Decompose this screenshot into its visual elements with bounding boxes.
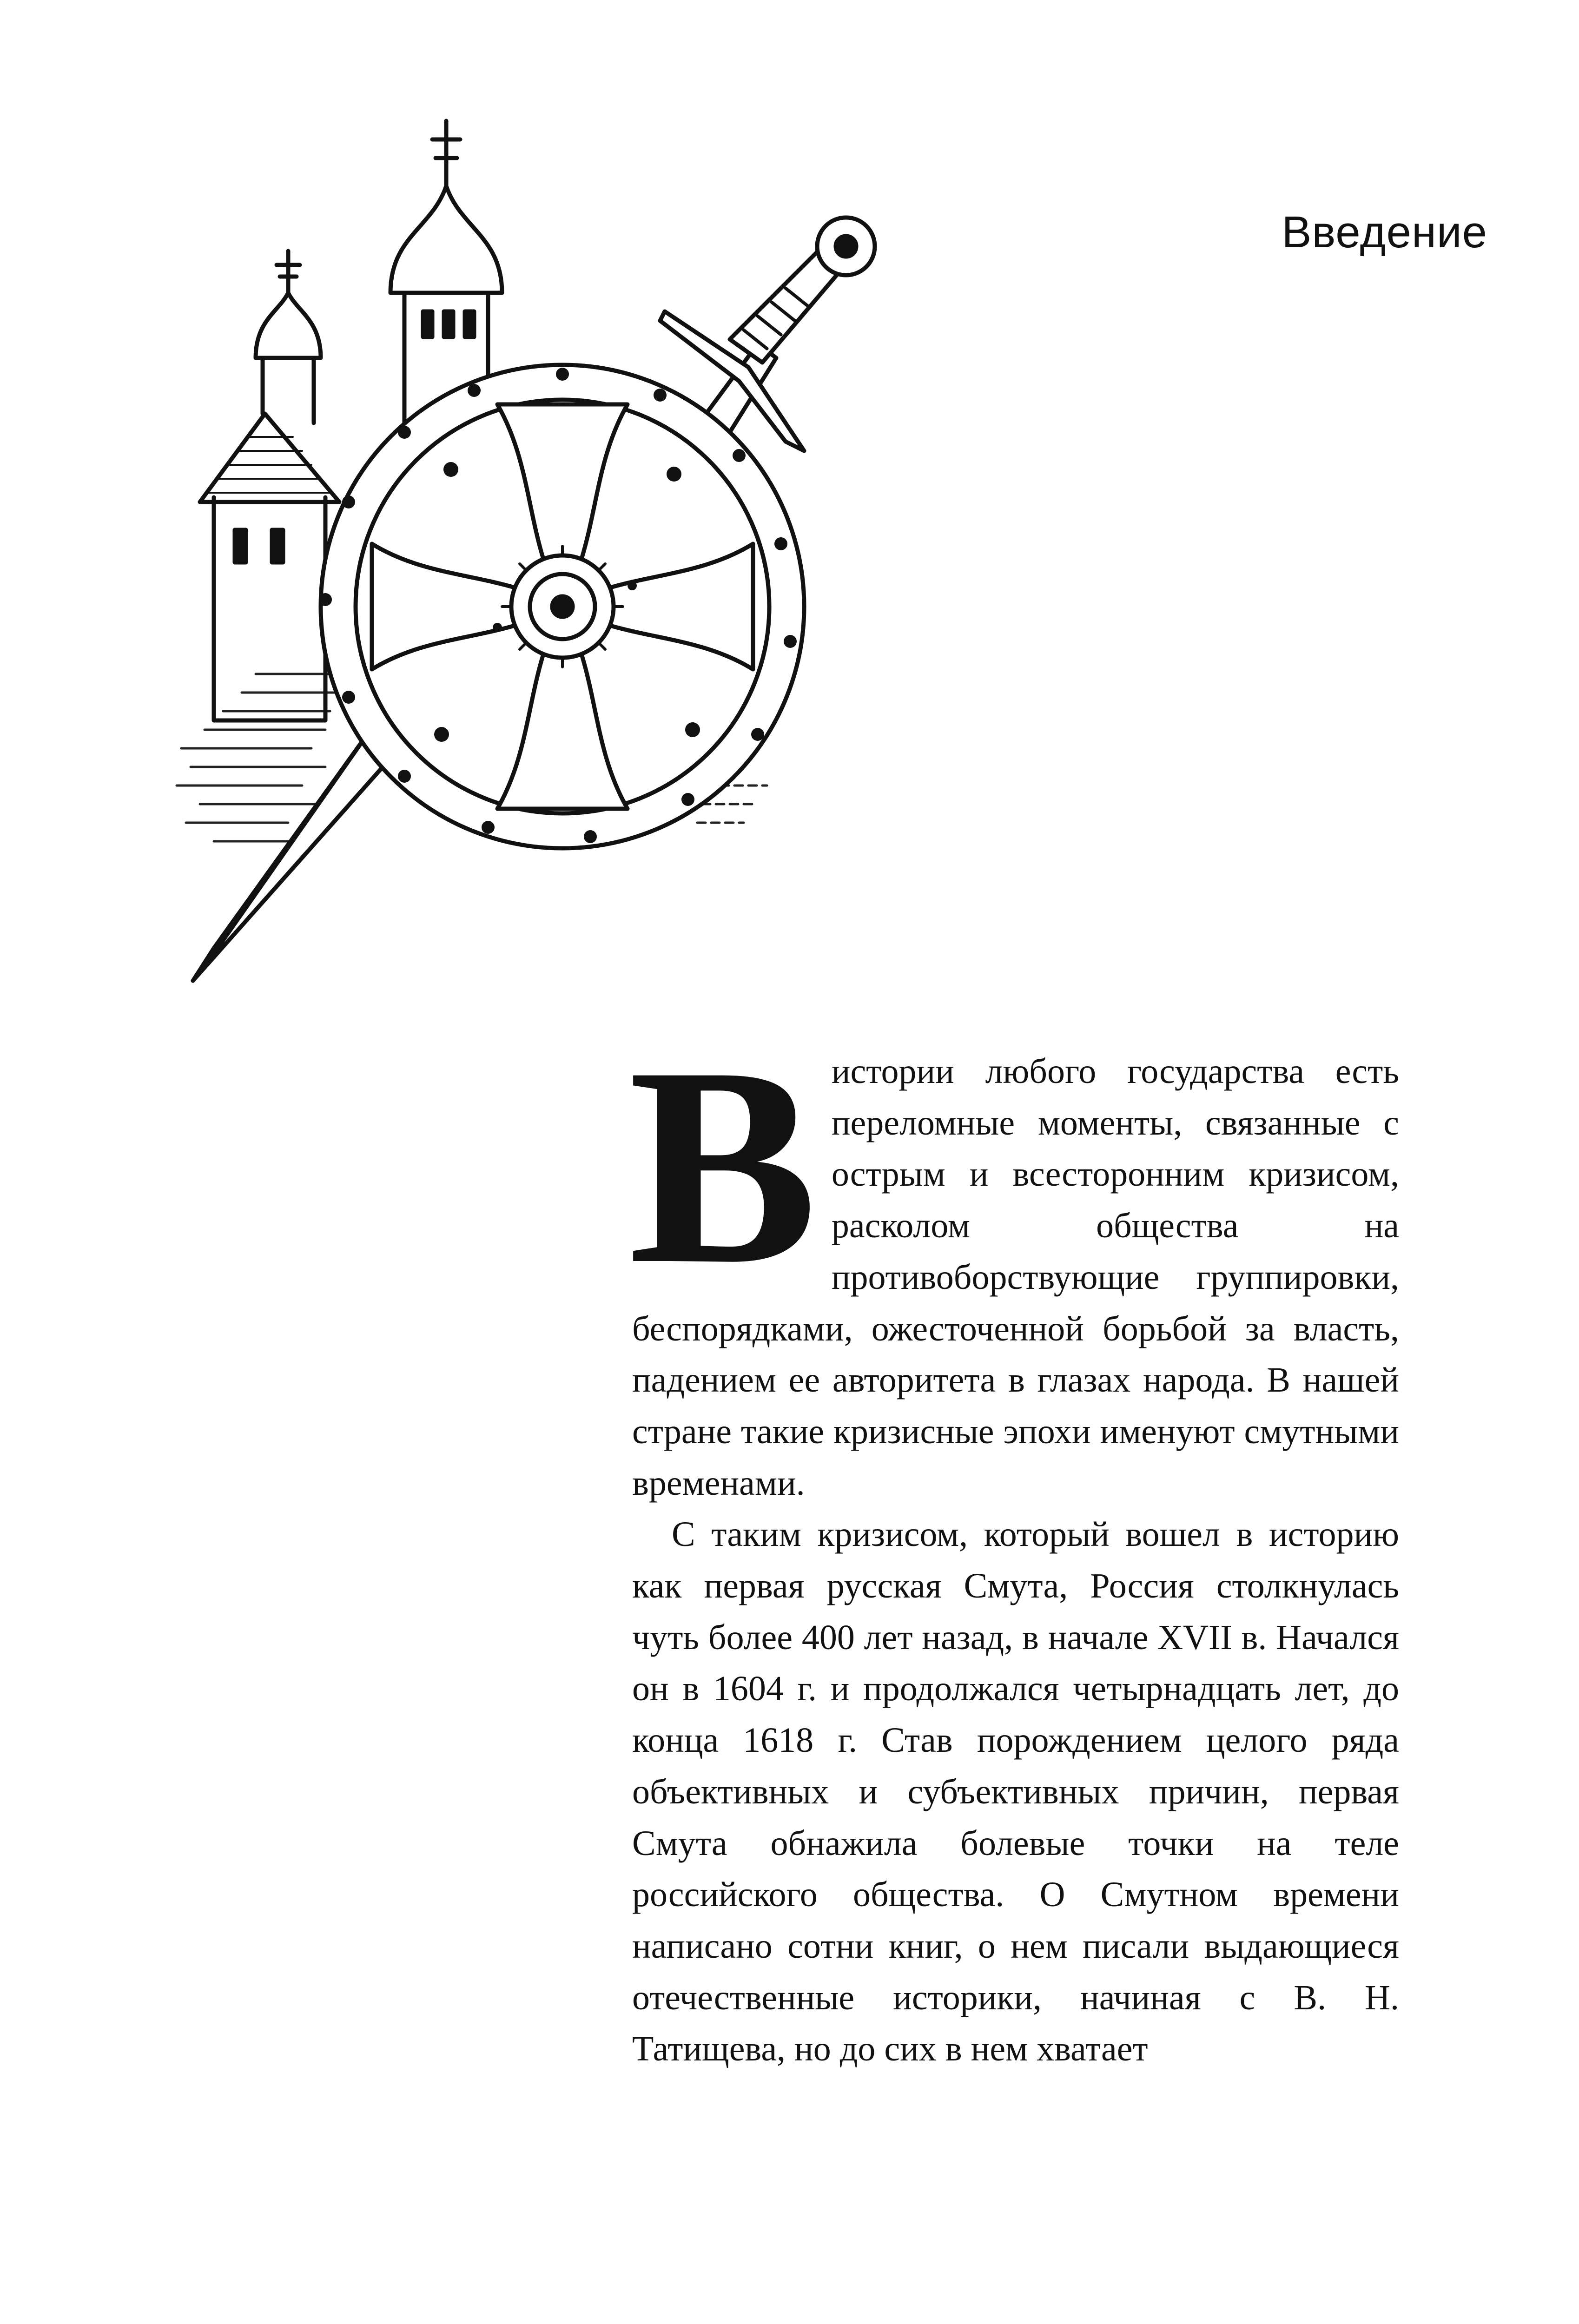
paragraph-2: С таким кризисом, который вошел в историю как первая русская Смута, Россия столкнулась чуть более 400 лет назад, в начале XVII в. Начался он в 1604 г. и продолжался четырнадцать лет, до конца 1618 г. Став порождением целого ряда объективных и субъективных причин, первая Смута обнажила болевые точки на теле российского общества. О Смутном времени написано сотни книг, о нем писали выдающиеся отечественные историки, начиная с В. Н. Татищева, но до сих в нем хватает xyxy=(632,1515,1399,2069)
shield-sword-church-icon xyxy=(172,116,925,995)
article-body xyxy=(628,1008,1399,2075)
paragraph-1: истории любого государства есть переломные моменты, связанные с острым и всесторонним кризисом, расколом общества на противоборствующие группировки, беспорядками, ожесточенной борьбой за власть, падением ее авторитета в глазах народа. В нашей стране такие кризисные эпохи именуют смутными временами. xyxy=(632,1052,1399,1503)
page-title: Введение xyxy=(1282,207,1487,257)
drop-cap: В xyxy=(628,1008,818,1322)
